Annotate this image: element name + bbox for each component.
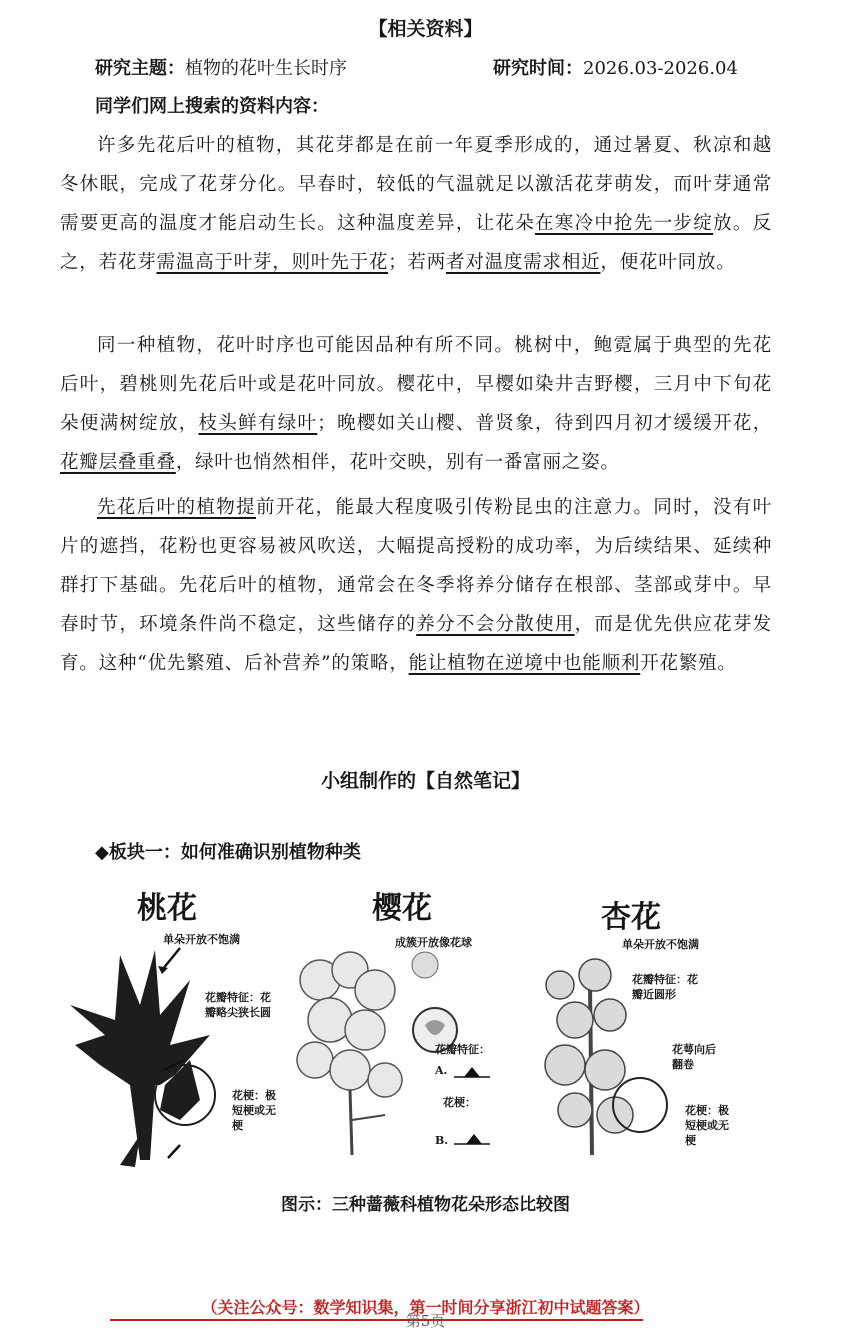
para1-text-d: ，便花叶同放。 bbox=[600, 252, 736, 273]
paragraph-2 bbox=[60, 326, 772, 482]
apricot-annotation-4: 花梗：极短梗或无梗 bbox=[685, 1104, 729, 1147]
apricot-name: 杏花 bbox=[601, 900, 661, 935]
research-time bbox=[493, 54, 738, 80]
cherry-blank-b bbox=[452, 1130, 492, 1146]
para3-underline-2: 养分不会分散使用 bbox=[416, 614, 575, 635]
cherry-annotation-4: 花梗： bbox=[443, 1096, 476, 1109]
time-value: 2026.03-2026.04 bbox=[583, 58, 738, 79]
peach-arrows bbox=[150, 940, 190, 1170]
notes-title: 小组制作的【自然笔记】 bbox=[320, 770, 530, 792]
research-topic bbox=[95, 54, 347, 80]
paragraph-1 bbox=[60, 126, 772, 282]
peach-name: 桃花 bbox=[137, 891, 197, 926]
para3-underline-3: 能让植物在逆境中也能顺利 bbox=[408, 653, 641, 674]
topic-value: 植物的花叶生长时序 bbox=[185, 58, 347, 79]
cherry-annotation-2: 花瓣特征： bbox=[435, 1043, 490, 1056]
footer-note: （关注公众号：数学知识集，第一时间分享浙江初中试题答案） bbox=[201, 1298, 650, 1317]
intro-heading: 同学们网上搜索的资料内容： bbox=[95, 96, 329, 117]
peach-annotation-2: 花瓣特征：花瓣略尖狭长圆 bbox=[205, 991, 271, 1019]
cherry-annotation-1: 成簇开放像花球 bbox=[395, 936, 472, 949]
para2-underline-2: 花瓣层叠重叠 bbox=[60, 452, 176, 473]
cherry-name: 樱花 bbox=[372, 891, 432, 926]
section-title: 【相关资料】 bbox=[368, 18, 483, 40]
para1-text-a: 许多先花后叶的植物，其花芽都是在前一年夏季形成的，通过暑夏、秋凉和越冬休眠，完成了花芽分化。早春时，较低的气温就足以激活花芽萌发，而叶芽通常需要更高的温度才能启动生长。这种温度差异，让花朵 bbox=[60, 135, 772, 234]
para1-underline-2: 需温高于叶芽，则叶先于花 bbox=[156, 252, 389, 273]
para3-text-c: 开花繁殖。 bbox=[640, 653, 737, 674]
block-heading: ◆板块一：如何准确识别植物种类 bbox=[95, 842, 361, 863]
cherry-blank-a bbox=[452, 1063, 492, 1079]
para2-text-b: ；晚樱如关山樱、普贤象，待到四月初才缓缓开花， bbox=[317, 413, 772, 434]
peach-annotation-3: 花梗：极短梗或无梗 bbox=[232, 1089, 276, 1132]
cherry-annotation-5: B. bbox=[435, 1134, 449, 1147]
figure-caption: 图示：三种蔷薇科植物花朵形态比较图 bbox=[281, 1195, 570, 1215]
para1-text-c: ；若两 bbox=[388, 252, 447, 273]
apricot-annotation-1: 单朵开放不饱满 bbox=[622, 938, 699, 951]
page-number: 第5页 bbox=[405, 1312, 446, 1330]
para3-text-b: ，而是优先供应花芽发育。这种“优先繁殖、后补营养”的策略， bbox=[60, 614, 772, 674]
para2-text-a: 同一种植物，花叶时序也可能因品种有所不同。桃树中，鲍霓属于典型的先花后叶，碧桃则先花后叶或是花叶同放。樱花中，早樱如染井吉野樱，三月中下旬花朵便满树绽放， bbox=[60, 335, 772, 434]
para2-underline-1: 枝头鲜有绿叶 bbox=[198, 413, 318, 434]
para3-text-a: 前开花，能最大程度吸引传粉昆虫的注意力。同时，没有叶片的遮挡，花粉也更容易被风吹送，大幅提高授粉的成功率，为后续结果、延续种群打下基础。先花后叶的植物，通常会在冬季将养分储存在根部、茎部或芽中。早春时节，环境条件尚不稳定，这些储存的 bbox=[60, 497, 772, 635]
apricot-annotation-2: 花瓣特征：花瓣近圆形 bbox=[632, 973, 698, 1001]
apricot-annotation-3: 花萼向后翻卷 bbox=[672, 1043, 716, 1071]
flower-figure bbox=[0, 880, 851, 1180]
peach-flower-drawing bbox=[60, 935, 230, 1175]
topic-label: 研究主题： bbox=[95, 58, 185, 79]
para1-underline-3: 者对温度需求相近 bbox=[446, 252, 601, 273]
cherry-annotation-3: A. bbox=[435, 1064, 448, 1077]
para1-text-b: 放。反之，若花芽 bbox=[60, 213, 773, 273]
peach-annotation-1: 单朵开放不饱满 bbox=[163, 933, 240, 946]
para2-text-c: ，绿叶也悄然相伴，花叶交映，别有一番富丽之姿。 bbox=[175, 452, 620, 473]
paragraph-3 bbox=[60, 488, 772, 683]
para3-underline-1: 先花后叶的植物提 bbox=[97, 497, 256, 518]
para1-underline-1: 在寒冷中抢先一步绽 bbox=[535, 213, 714, 234]
time-label: 研究时间： bbox=[493, 58, 583, 79]
